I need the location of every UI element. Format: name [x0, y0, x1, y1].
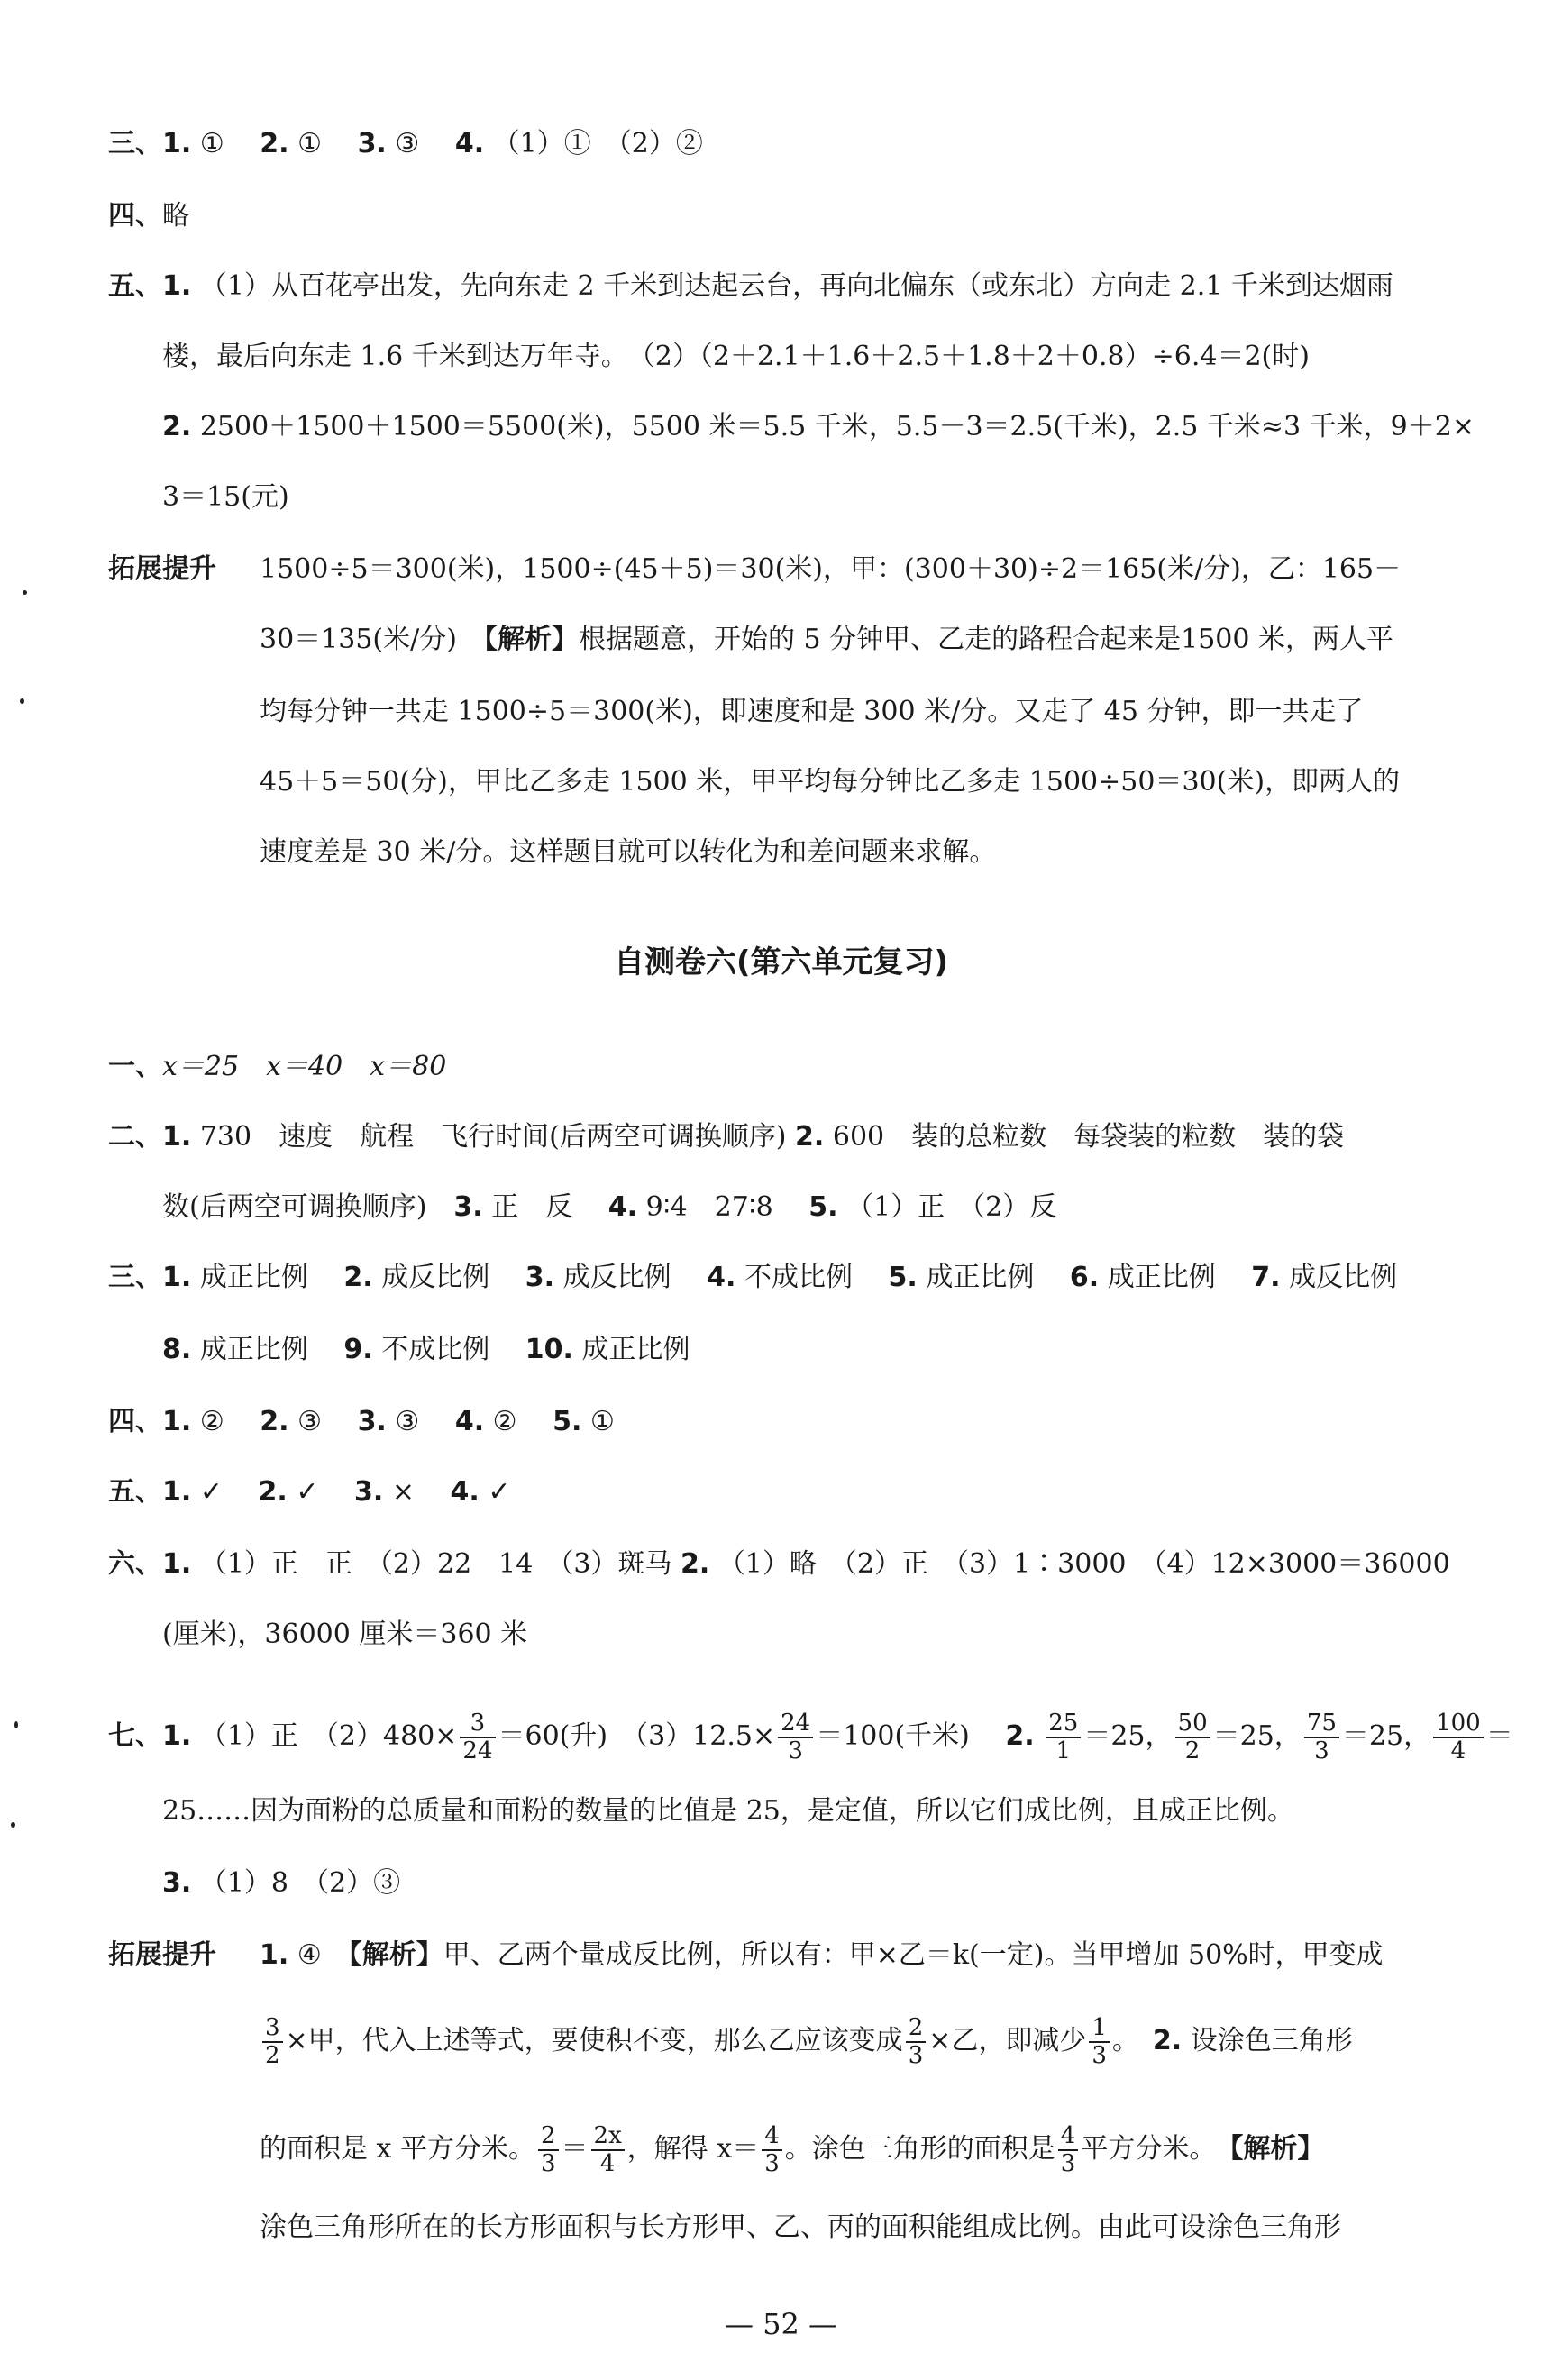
- fraction: $\frac{3}{2}$: [262, 2015, 283, 2068]
- p2-section-3-line1: 三、1. 成正比例 2. 成反比例 3. 成反比例 4. 不成比例 5. 成正比例 6. 成正比例 7. 成反比例: [108, 1262, 1398, 1293]
- scan-speck: [23, 590, 27, 595]
- extension-line-1: 1500÷5＝300(米)，1500÷(45＋5)＝30(米)，甲：(300＋30)÷2＝165(米/分)，乙：165－: [260, 553, 1402, 585]
- answer-section-4: 四、略: [108, 200, 189, 232]
- page-number: — 52 —: [724, 2307, 838, 2341]
- answer-section-5-line2: 楼，最后向东走 1.6 千米到达万年寺。 （2）（2＋2.1＋1.6＋2.5＋1.8＋2＋0.8）÷6.4＝2(时): [162, 341, 1310, 372]
- fraction: $\frac{2}{3}$: [538, 2123, 559, 2176]
- scan-speck: [14, 1721, 18, 1728]
- fraction: $\frac{75}{3}$: [1304, 1710, 1339, 1764]
- p2-section-1: 一、x＝25 x＝40 x＝80: [108, 1051, 447, 1082]
- fraction: $\frac{2x}{4}$: [591, 2123, 625, 2176]
- p2-extension-line2: $\frac{3}{2}$ ×甲，代入上述等式，要使积不变，那么乙应该变成 $\frac{2}{3}$ ×乙，即减少 $\frac{1}{3}$ 。 2. 设涂色三角形: [260, 2010, 1353, 2073]
- p2-section-7-line2: 25……因为面粉的总质量和面粉的数量的比值是 25，是定值，所以它们成比例，且成正比例。: [162, 1795, 1294, 1827]
- fraction: $\frac{1}{3}$: [1089, 2015, 1110, 2068]
- fraction: $\frac{100}{4}$: [1433, 1710, 1484, 1764]
- extension-line-4: 45＋5＝50(分)，甲比乙多走 1500 米，甲平均每分钟比乙多走 1500÷50＝30(米)，即两人的: [260, 766, 1401, 798]
- p2-section-4: 四、1. ② 2. ③ 3. ③ 4. ② 5. ①: [108, 1406, 615, 1437]
- fraction: $\frac{4}{3}$: [1058, 2123, 1079, 2176]
- answer-section-3: 三、1. ① 2. ① 3. ③ 4. （1）① （2）②: [108, 128, 703, 160]
- answer-section-5-line4: 3＝15(元): [162, 481, 289, 513]
- p2-extension-line4: 涂色三角形所在的长方形面积与长方形甲、乙、丙的面积能组成比例。由此可设涂色三角形: [260, 2211, 1341, 2243]
- p2-section-5: 五、1. ✓ 2. ✓ 3. × 4. ✓: [108, 1476, 511, 1508]
- p2-section-7-line1: 七、1. （1）正 （2）480× $\frac{3}{24}$ ＝60(升) （3）12.5× $\frac{24}{3}$ ＝100(千米) 2. $\frac{25}{1}$ ＝25， $\frac{50}{2}$ ＝25， $\frac{75}{3}$ ＝25， $\frac{100}{4}$ ＝: [108, 1710, 1513, 1764]
- answer-section-5-line3: 2. 2500＋1500＋1500＝5500(米)，5500 米＝5.5 千米，5.5－3＝2.5(千米)，2.5 千米≈3 千米，9＋2×: [162, 411, 1475, 442]
- extension-label-1: 拓展提升: [108, 553, 216, 585]
- p2-section-2-line1: 二、1. 730 速度 航程 飞行时间(后两空可调换顺序) 2. 600 装的总粒数 每袋装的粒数 装的袋: [108, 1121, 1345, 1153]
- p2-extension-line1: 1. ④ 【解析】甲、乙两个量成反比例，所以有：甲×乙＝k(一定)。当甲增加 50%时，甲变成: [260, 1939, 1384, 1971]
- fraction: $\frac{4}{3}$: [762, 2123, 782, 2176]
- fraction: $\frac{3}{24}$: [460, 1710, 495, 1764]
- p2-section-3-line2: 8. 成正比例 9. 不成比例 10. 成正比例: [162, 1334, 690, 1365]
- extension-line-2: 30＝135(米/分) 【解析】根据题意，开始的 5 分钟甲、乙走的路程合起来是1500 米，两人平: [260, 624, 1393, 655]
- section-title: 自测卷六(第六单元复习): [613, 944, 949, 980]
- p2-section-7-line3: 3. （1）8 （2）③: [162, 1867, 401, 1899]
- extension-line-3: 均每分钟一共走 1500÷5＝300(米)，即速度和是 300 米/分。又走了 45 分钟，即一共走了: [260, 696, 1364, 727]
- extension-line-5: 速度差是 30 米/分。这样题目就可以转化为和差问题来求解。: [260, 836, 997, 868]
- fraction: $\frac{24}{3}$: [778, 1710, 813, 1764]
- fraction: $\frac{2}{3}$: [906, 2015, 927, 2068]
- answer-section-5-line1: 五、1. （1）从百花亭出发，先向东走 2 千米到达起云台，再向北偏东（或东北）方向走 2.1 千米到达烟雨: [108, 270, 1393, 302]
- scan-speck: [20, 698, 24, 704]
- fraction: $\frac{50}{2}$: [1175, 1710, 1210, 1764]
- scan-speck: [11, 1822, 15, 1828]
- p2-section-6-line2: (厘米)，36000 厘米＝360 米: [162, 1619, 528, 1650]
- p2-section-6-line1: 六、1. （1）正 正 （2）22 14 （3）斑马 2. （1）略 （2）正 （3）1∶3000 （4）12×3000＝36000: [108, 1548, 1450, 1580]
- p2-section-2-line2: 数(后两空可调换顺序) 3. 正 反 4. 9∶4 27∶8 5. （1）正 （2）反: [162, 1191, 1057, 1223]
- p2-extension-line3: 的面积是 x 平方分米。 $\frac{2}{3}$ ＝ $\frac{2x}{4}$ ，解得 x＝ $\frac{4}{3}$ 。涂色三角形的面积是 $\frac{4}{3}$ 平方分米。 【解析】: [260, 2122, 1325, 2177]
- p2-extension-label: 拓展提升: [108, 1939, 216, 1971]
- fraction: $\frac{25}{1}$: [1046, 1710, 1081, 1764]
